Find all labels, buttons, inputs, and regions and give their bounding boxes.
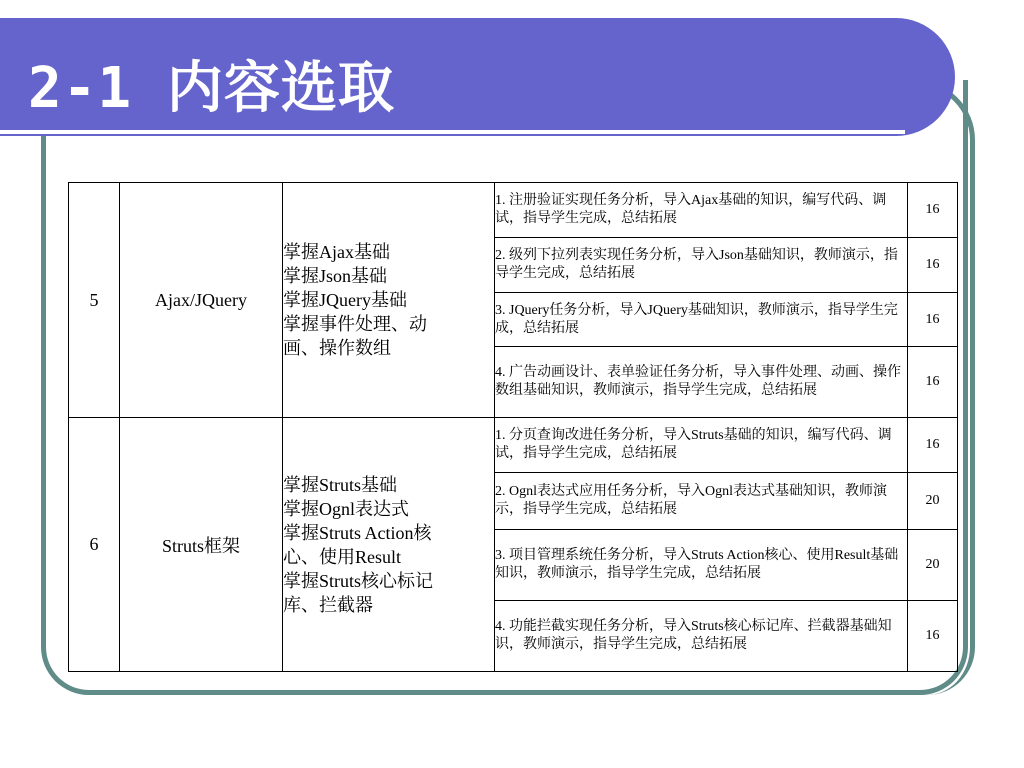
task-hours: 16 [908, 601, 958, 672]
task-hours: 16 [908, 293, 958, 347]
goal-line: 掌握Struts核心标记 [283, 570, 434, 591]
goal-line: 掌握Ognl表达式 [283, 498, 409, 519]
task-hours: 20 [908, 473, 958, 530]
task-description: 1. 分页查询改进任务分析，导入Struts基础的知识，编写代码、调试，指导学生完成，总结拓展 [495, 418, 908, 473]
goal-line: 掌握Struts Action核 [283, 522, 432, 543]
task-description: 4. 功能拦截实现任务分析，导入Struts核心标记库、拦截器基础知识，教师演示，指导学生完成，总结拓展 [495, 601, 908, 672]
goal-line: 心、使用Result [283, 546, 402, 567]
goal-line: 掌握事件处理、动 [283, 314, 427, 334]
goal-line: 掌握Ajax基础 [283, 242, 390, 262]
goal-line: 画、操作数组 [283, 338, 391, 358]
slide-title: 2-1 内容选取 [28, 56, 395, 121]
goal-line: 掌握Struts基础 [283, 474, 398, 495]
task-hours: 20 [908, 530, 958, 601]
unit-topic: Struts框架 [120, 418, 283, 672]
goal-line: 掌握JQuery基础 [283, 290, 407, 310]
unit-topic: Ajax/JQuery [120, 183, 283, 418]
task-hours: 16 [908, 347, 958, 418]
task-hours: 16 [908, 418, 958, 473]
task-description: 3. 项目管理系统任务分析，导入Struts Action核心、使用Result基础知识，教师演示，指导学生完成，总结拓展 [495, 530, 908, 601]
goal-line: 掌握Json基础 [283, 266, 388, 286]
course-content-table [68, 182, 958, 672]
task-hours: 16 [908, 183, 958, 238]
task-description: 3. JQuery任务分析，导入JQuery基础知识，教师演示，指导学生完成，总结拓展 [495, 293, 908, 347]
task-description: 4. 广告动画设计、表单验证任务分析，导入事件处理、动画、操作数组基础知识，教师演示，指导学生完成，总结拓展 [495, 347, 908, 418]
table-row [69, 183, 958, 238]
goal-line: 库、拦截器 [283, 594, 373, 615]
table-row [69, 418, 958, 473]
title-underline [0, 130, 905, 134]
task-description: 1. 注册验证实现任务分析，导入Ajax基础的知识，编写代码、调试，指导学生完成，总结拓展 [495, 183, 908, 238]
unit-index: 5 [69, 183, 120, 418]
task-description: 2. 级列下拉列表实现任务分析，导入Json基础知识，教师演示，指导学生完成，总结拓展 [495, 238, 908, 293]
unit-goals [283, 418, 495, 672]
unit-goals [283, 183, 495, 418]
task-description: 2. Ognl表达式应用任务分析，导入Ognl表达式基础知识，教师演示，指导学生完成，总结拓展 [495, 473, 908, 530]
unit-index: 6 [69, 418, 120, 672]
task-hours: 16 [908, 238, 958, 293]
